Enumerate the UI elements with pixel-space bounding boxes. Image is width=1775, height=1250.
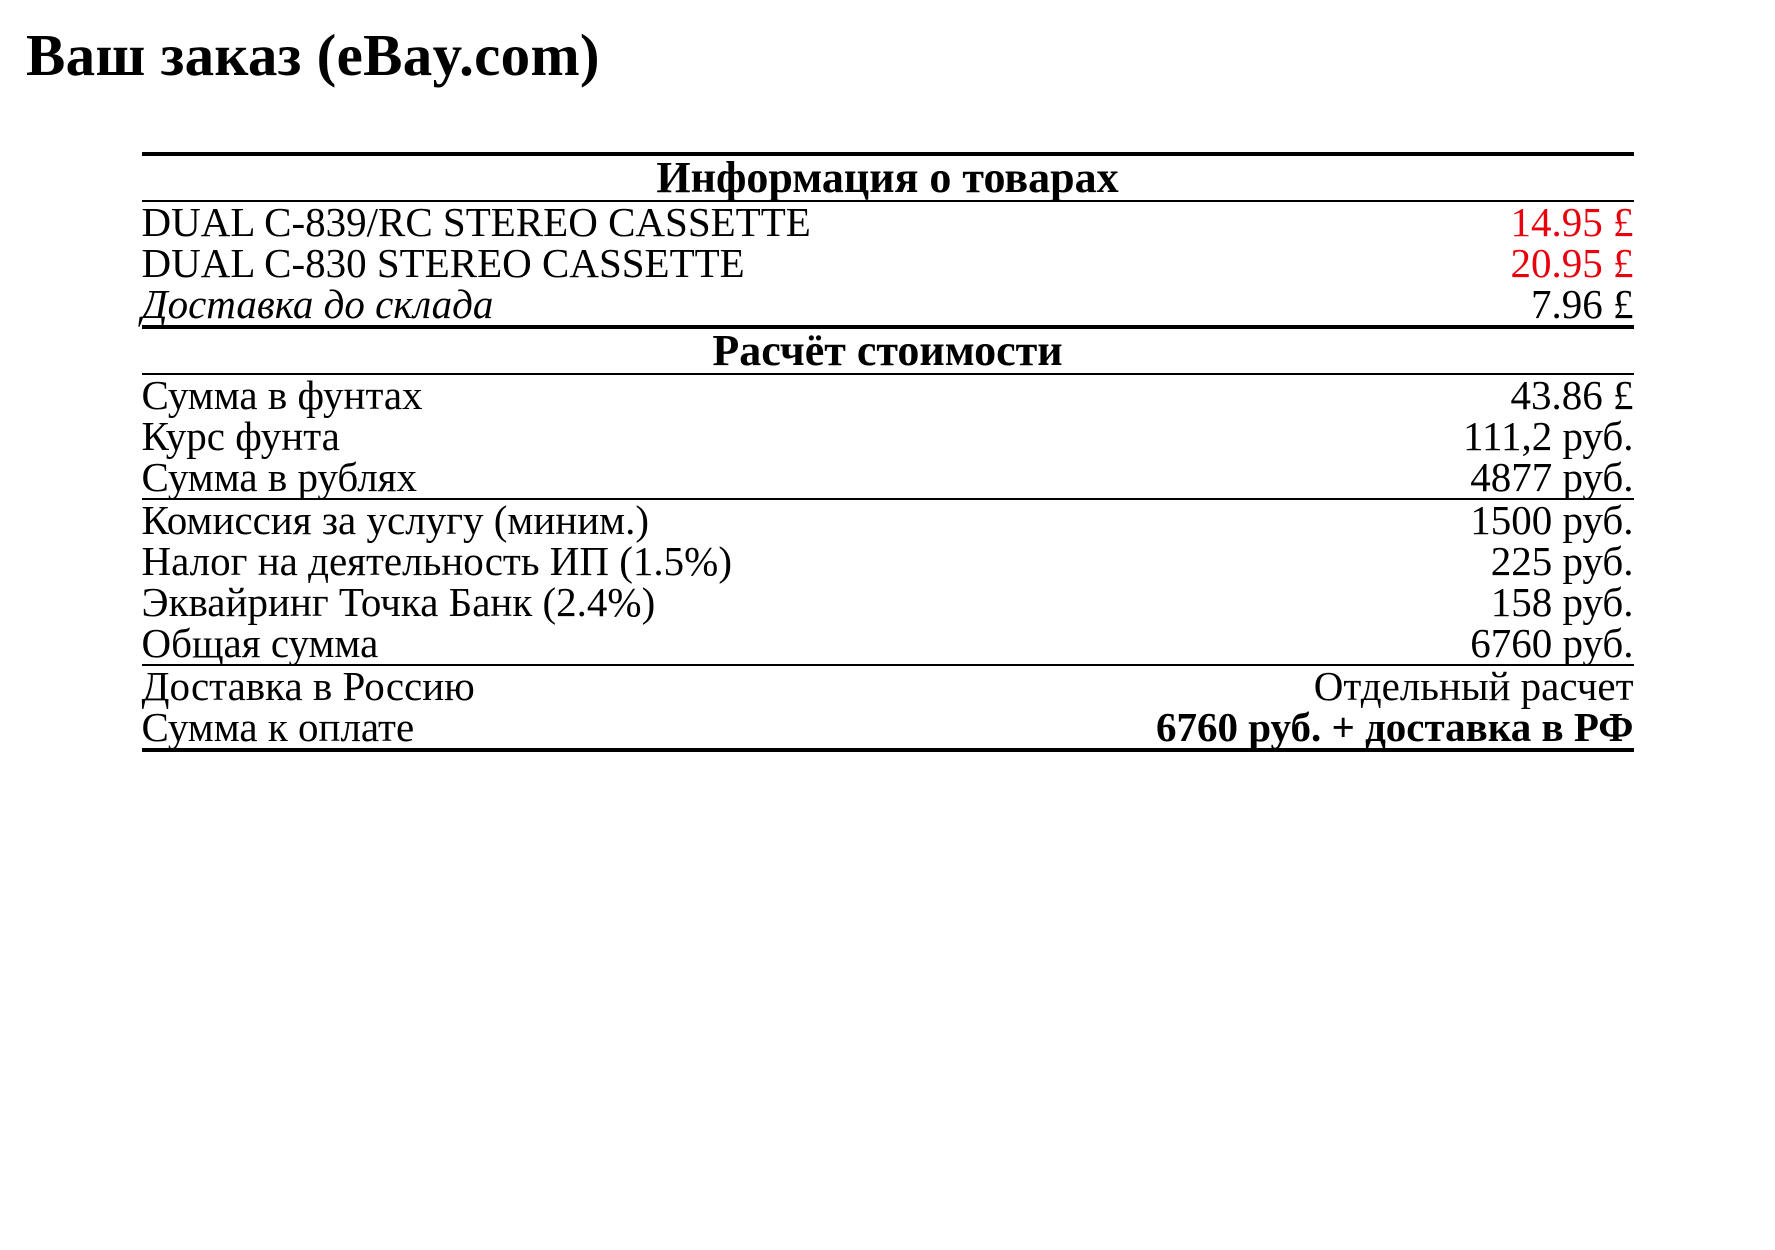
total-label: Сумма к оплате	[142, 707, 1013, 750]
shipping-value: Отдельный расчет	[1012, 665, 1633, 707]
calc-value: 1500 руб.	[1012, 499, 1633, 541]
calc-label: Общая сумма	[141, 619, 379, 666]
table-row	[142, 201, 1634, 243]
section-header-items-label: Информация о товарах	[142, 154, 1634, 201]
table-row	[142, 707, 1634, 750]
section-header-items	[142, 154, 1634, 201]
shipping-label: Доставка в Россию	[142, 665, 1013, 707]
order-summary-table	[142, 152, 1634, 752]
item-price: 7.96 £	[1531, 280, 1634, 327]
item-price: 20.95 £	[1510, 239, 1634, 286]
table-row	[142, 457, 1634, 499]
calc-value: 4877 руб.	[1470, 453, 1634, 500]
section-header-calculation-label: Расчёт стоимости	[142, 327, 1634, 374]
table-row	[142, 665, 1634, 707]
calc-label: Эквайринг Точка Банк (2.4%)	[141, 578, 656, 625]
calc-label: Сумма в фунтах	[141, 371, 423, 418]
calc-value: 6760 руб.	[1470, 619, 1634, 666]
table-row	[142, 499, 1634, 541]
item-label: DUAL C-839/RC STEREO CASSETTE	[141, 198, 811, 245]
section-header-calculation	[142, 327, 1634, 374]
item-label: DUAL C-830 STEREO CASSETTE	[141, 239, 745, 286]
order-summary-table-wrapper	[142, 152, 1634, 752]
table-row	[142, 243, 1634, 284]
page-title: Ваш заказ (eBay.com)	[26, 22, 600, 88]
calc-value: 43.86 £	[1510, 371, 1634, 418]
calc-value: 111,2 руб.	[1463, 412, 1634, 459]
table-row	[142, 623, 1634, 665]
calc-label: Сумма в рублях	[141, 453, 418, 500]
item-label: Доставка до склада	[141, 280, 494, 327]
calc-label: Комиссия за услугу (миним.)	[142, 499, 1013, 541]
calc-value: 158 руб.	[1490, 578, 1634, 625]
table-row	[142, 541, 1634, 582]
calc-value: 225 руб.	[1490, 537, 1634, 584]
calc-label: Налог на деятельность ИП (1.5%)	[141, 537, 732, 584]
calc-label: Курс фунта	[141, 412, 340, 459]
table-row	[142, 374, 1634, 416]
table-row	[142, 416, 1634, 457]
table-row	[142, 284, 1634, 327]
table-row	[142, 582, 1634, 623]
item-price: 14.95 £	[1510, 198, 1634, 245]
total-value: 6760 руб. + доставка в РФ	[1012, 707, 1633, 750]
